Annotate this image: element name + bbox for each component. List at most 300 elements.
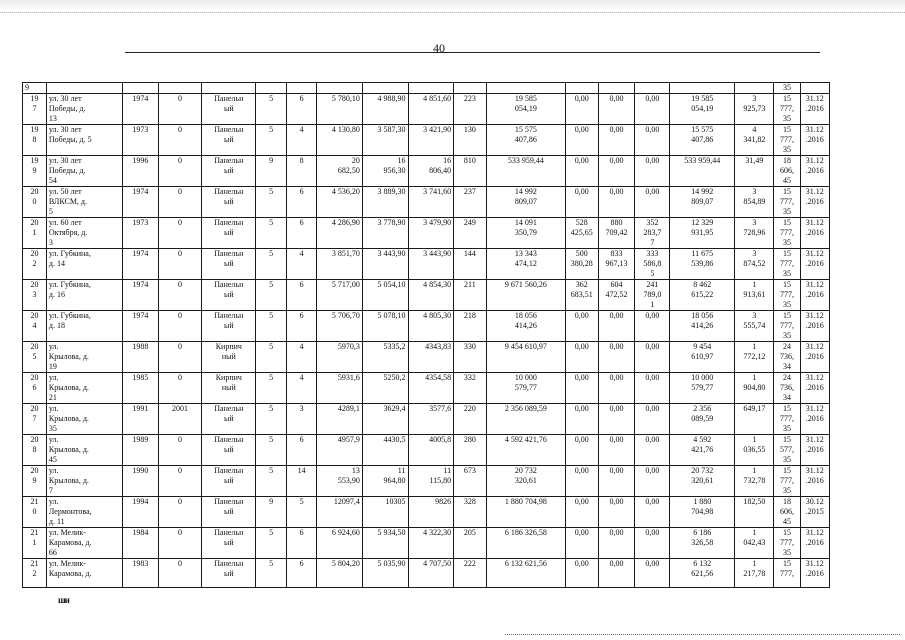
cell-f2: 0,00 [598, 466, 635, 497]
cell-entrances: 6 [286, 311, 316, 342]
cell-area-total: 5931,6 [317, 373, 363, 404]
cell-area-liv: 4 854,30 [408, 280, 454, 311]
cell-area-res: 5 035,90 [362, 559, 408, 588]
cell-f1: 0,00 [565, 156, 598, 187]
cell-f3: 0,00 [635, 435, 670, 466]
cell-f3: 0,00 [635, 497, 670, 528]
cell-floors: 5 [256, 311, 286, 342]
cell-deadline: 31.12 .2016 [800, 435, 829, 466]
cell-reconstruction: 0 [158, 94, 201, 125]
cell-num: 21 0 [23, 497, 47, 528]
cell-area-total: 4957,9 [317, 435, 363, 466]
table-row [23, 218, 830, 249]
cell-material: Панельн ый [202, 94, 256, 125]
cell-f1: 0,00 [565, 466, 598, 497]
cell-f1: 528 425,65 [565, 218, 598, 249]
cell-area-total: 4289,1 [317, 404, 363, 435]
cell-floors: 5 [256, 218, 286, 249]
cell-limit: 15 777, 35 [774, 528, 800, 559]
cell-f2: 0,00 [598, 342, 635, 373]
cell-deadline: 31.12 .2016 [800, 187, 829, 218]
cell-reconstruction: 0 [158, 218, 201, 249]
cell-own-funds: 15 575 407,86 [670, 125, 735, 156]
cell-reconstruction: 0 [158, 125, 201, 156]
cell-num: 20 5 [23, 342, 47, 373]
cell-f2: 0,00 [598, 156, 635, 187]
cell-area-res: 4 988,90 [362, 94, 408, 125]
cell-num: 21 2 [23, 559, 47, 588]
cell-f3: 0,00 [635, 94, 670, 125]
cell-f2: 0,00 [598, 311, 635, 342]
cell-reconstruction: 0 [158, 249, 201, 280]
cell-own-funds: 20 732 320,61 [670, 466, 735, 497]
cell-reconstruction: 0 [158, 187, 201, 218]
cell-f1: 0,00 [565, 497, 598, 528]
cell-per-m2: 1 904,80 [735, 373, 774, 404]
cell-material: Кирпич ный [202, 373, 256, 404]
footer-mark: ши [58, 595, 69, 605]
cell-year: 1974 [122, 280, 158, 311]
cell-entrances: 6 [286, 187, 316, 218]
cell-area-liv: 4005,8 [408, 435, 454, 466]
cell-f2: 0,00 [598, 404, 635, 435]
cell-entrances: 5 [286, 497, 316, 528]
cell-entrances: 14 [286, 466, 316, 497]
cell-per-m2: 3 925,73 [735, 94, 774, 125]
cell-area-total: 4 286,90 [317, 218, 363, 249]
cell-reconstruction: 0 [158, 373, 201, 404]
cell-address: ул. 50 лет ВЛКСМ, д. 5 [46, 187, 122, 218]
cell-area-total: 6 924,60 [317, 528, 363, 559]
cell-material: Панельн ый [202, 497, 256, 528]
cell-address: ул. Крылова, д. 45 [46, 435, 122, 466]
table-row [23, 342, 830, 373]
cell-entrances: 3 [286, 404, 316, 435]
cell-entrances: 6 [286, 435, 316, 466]
cell-num: 19 8 [23, 125, 47, 156]
cell-limit: 15 777, 35 [774, 249, 800, 280]
cell-deadline: 31.12 .2016 [800, 218, 829, 249]
cell-per-m2: 1 217,78 [735, 559, 774, 588]
cell-floors: 5 [256, 94, 286, 125]
cell-own-funds: 10 000 579,77 [670, 373, 735, 404]
cell-area-liv: 3 479,90 [408, 218, 454, 249]
cell-area-total: 5 706,70 [317, 311, 363, 342]
cell-area-liv: 4354,58 [408, 373, 454, 404]
table-row [23, 156, 830, 187]
cell-reconstruction: 2001 [158, 404, 201, 435]
cell-year: 1985 [122, 373, 158, 404]
table-row [23, 94, 830, 125]
cell-reconstruction: 0 [158, 156, 201, 187]
cell-num: 19 9 [23, 156, 47, 187]
cell-per-m2: 1 913,61 [735, 280, 774, 311]
cell-f1: 0,00 [565, 94, 598, 125]
cell-residents: 330 [454, 342, 487, 373]
table-row [23, 249, 830, 280]
cell-year: 1990 [122, 466, 158, 497]
cell-address: ул. Крылова, д. 19 [46, 342, 122, 373]
cell-per-m2: 3 874,52 [735, 249, 774, 280]
cell-f3: 352 283,7 7 [635, 218, 670, 249]
cell-cost-total: 2 356 089,59 [486, 404, 565, 435]
page-number: 40 [433, 41, 445, 55]
cell-entrances: 6 [286, 94, 316, 125]
cell-residents: 249 [454, 218, 487, 249]
cell-own-funds: 6 132 621,56 [670, 559, 735, 588]
cell-reconstruction: 0 [158, 342, 201, 373]
cell-area-total: 5 780,10 [317, 94, 363, 125]
cell-limit: 15 577, 35 [774, 435, 800, 466]
cell-per-m2: 3 555,74 [735, 311, 774, 342]
cell-material: Кирпич ный [202, 342, 256, 373]
cell-material: Панельн ый [202, 249, 256, 280]
cell-f1: 500 380,28 [565, 249, 598, 280]
cell-material: Панельн ый [202, 156, 256, 187]
cell-area-res: 5 054,10 [362, 280, 408, 311]
table-row [23, 404, 830, 435]
cell-area-res: 4430,5 [362, 435, 408, 466]
cell-residents: 130 [454, 125, 487, 156]
cell-per-m2: 3 854,89 [735, 187, 774, 218]
cell-limit: 15 777, 35 [774, 218, 800, 249]
cell-own-funds: 4 592 421,76 [670, 435, 735, 466]
cell-f1: 0,00 [565, 528, 598, 559]
cell-per-m2: 3 728,96 [735, 218, 774, 249]
cell-deadline: 31.12 .2016 [800, 559, 829, 588]
cell-residents: 673 [454, 466, 487, 497]
cell-area-res: 3 889,30 [362, 187, 408, 218]
cell-num: 20 6 [23, 373, 47, 404]
cell-floors: 5 [256, 435, 286, 466]
cell-limit: 15 777, 35 [774, 187, 800, 218]
cell-area-res: 3 587,30 [362, 125, 408, 156]
cell-cost-total: 9 671 560,26 [486, 280, 565, 311]
cell-f3: 0,00 [635, 311, 670, 342]
cell-limit: 15 777, 35 [774, 280, 800, 311]
cell-address: ул. 30 лет Победы, д. 5 [46, 125, 122, 156]
cell-num: 20 7 [23, 404, 47, 435]
cell-num: 19 7 [23, 94, 47, 125]
cell-per-m2: 4 341,82 [735, 125, 774, 156]
cell-address: ул. Лермонтова, д. 11 [46, 497, 122, 528]
cell-own-funds: 14 992 809,07 [670, 187, 735, 218]
cell-num: 20 4 [23, 311, 47, 342]
cell-year: 1991 [122, 404, 158, 435]
cell-per-m2: 182,50 [735, 497, 774, 528]
cell-material: Панельн ый [202, 528, 256, 559]
table-row [23, 435, 830, 466]
cell-area-total: 4 130,80 [317, 125, 363, 156]
cell-year: 1996 [122, 156, 158, 187]
cell-material: Панельн ый [202, 559, 256, 588]
cell-deadline: 31.12 .2016 [800, 528, 829, 559]
cell-area-total: 12097,4 [317, 497, 363, 528]
cell-f2: 0,00 [598, 528, 635, 559]
cell-limit: 15 777, 35 [774, 94, 800, 125]
cell-own-funds: 9 454 610,97 [670, 342, 735, 373]
cell-reconstruction: 0 [158, 497, 201, 528]
cell-f3: 333 586,8 5 [635, 249, 670, 280]
cell-entrances: 6 [286, 218, 316, 249]
table-row [23, 280, 830, 311]
cell-own-funds: 8 462 615,22 [670, 280, 735, 311]
cell-residents: 223 [454, 94, 487, 125]
cell-f3: 0,00 [635, 187, 670, 218]
cell-cost-total: 6 132 621,56 [486, 559, 565, 588]
cell-area-total: 20 682,50 [317, 156, 363, 187]
cell-area-liv: 4 707,50 [408, 559, 454, 588]
cell-area-res: 5335,2 [362, 342, 408, 373]
cell-limit: 24 736, 34 [774, 373, 800, 404]
cell-residents: 810 [454, 156, 487, 187]
cell-year: 1988 [122, 342, 158, 373]
cell-cost-total: 19 585 054,19 [486, 94, 565, 125]
cell-f3: 0,00 [635, 559, 670, 588]
cell-deadline: 31.12 .2016 [800, 280, 829, 311]
cell-material: Панельн ый [202, 466, 256, 497]
table-row [23, 187, 830, 218]
cell-floors: 9 [256, 156, 286, 187]
cell-area-res: 3 443,90 [362, 249, 408, 280]
cell-cost-total: 533 959,44 [486, 156, 565, 187]
cell-entrances: 6 [286, 559, 316, 588]
cell-year: 1973 [122, 218, 158, 249]
cell-residents: 144 [454, 249, 487, 280]
cell-residents: 237 [454, 187, 487, 218]
cell-floors: 5 [256, 125, 286, 156]
cell-address: ул. Мелик- Карамова, д. 66 [46, 528, 122, 559]
cell-entrances: 4 [286, 373, 316, 404]
cell-entrances: 6 [286, 280, 316, 311]
cell-area-liv: 4 851,60 [408, 94, 454, 125]
cell-residents: 220 [454, 404, 487, 435]
cell-floors: 5 [256, 404, 286, 435]
cell-floors: 9 [256, 497, 286, 528]
cell-floors: 5 [256, 342, 286, 373]
cell-f3: 0,00 [635, 404, 670, 435]
cell-f1: 0,00 [565, 311, 598, 342]
cell-area-res: 16 956,30 [362, 156, 408, 187]
cell-address: ул. Губкина, д. 14 [46, 249, 122, 280]
cell-f1: 0,00 [565, 342, 598, 373]
cell-f3: 0,00 [635, 373, 670, 404]
cell-year: 1974 [122, 187, 158, 218]
cell-year: 1994 [122, 497, 158, 528]
cell-entrances: 4 [286, 249, 316, 280]
table-continuation-row [23, 83, 830, 94]
cell-per-m2: 1 042,43 [735, 528, 774, 559]
cell-deadline: 31.12 .2016 [800, 125, 829, 156]
cell-cost-total: 1 880 704,98 [486, 497, 565, 528]
cell-floors: 5 [256, 466, 286, 497]
cell-reconstruction: 0 [158, 466, 201, 497]
cell-material: Панельн ый [202, 187, 256, 218]
cell-f3: 0,00 [635, 125, 670, 156]
cell-deadline: 31.12 .2016 [800, 342, 829, 373]
cell-f3: 241 789,0 1 [635, 280, 670, 311]
cell-address: ул. Губкина, д. 18 [46, 311, 122, 342]
cell-address: ул. Мелик- Карамова, д. [46, 559, 122, 588]
cell-cost-total: 18 056 414,26 [486, 311, 565, 342]
cell-residents: 222 [454, 559, 487, 588]
cell-f1: 0,00 [565, 559, 598, 588]
cell-per-m2: 1 036,55 [735, 435, 774, 466]
cell-material: Панельн ый [202, 311, 256, 342]
cell-cost-total: 14 091 350,79 [486, 218, 565, 249]
cell-area-liv: 9826 [408, 497, 454, 528]
cell-limit: 15 777, 35 [774, 466, 800, 497]
cell-own-funds: 12 329 931,95 [670, 218, 735, 249]
cell-own-funds: 1 880 704,98 [670, 497, 735, 528]
cell-own-funds: 19 585 054,19 [670, 94, 735, 125]
cell-area-liv: 11 115,80 [408, 466, 454, 497]
cell-own-funds: 18 056 414,26 [670, 311, 735, 342]
cell-area-res: 3629,4 [362, 404, 408, 435]
cell-f2: 0,00 [598, 497, 635, 528]
cell-f2: 0,00 [598, 187, 635, 218]
cell-f2: 0,00 [598, 435, 635, 466]
cell-area-res: 5 934,50 [362, 528, 408, 559]
cell-area-liv: 3 443,90 [408, 249, 454, 280]
cell-reconstruction: 0 [158, 280, 201, 311]
cell-floors: 5 [256, 280, 286, 311]
cell-num: 20 8 [23, 435, 47, 466]
cell-f1: 0,00 [565, 125, 598, 156]
cell-f2: 0,00 [598, 559, 635, 588]
cell-limit: 18 606, 45 [774, 156, 800, 187]
cell-limit: 15 777, 35 [774, 404, 800, 435]
cell-year: 1983 [122, 559, 158, 588]
cell-f2: 833 967,13 [598, 249, 635, 280]
cell-limit: 15 777, [774, 559, 800, 588]
cell-entrances: 4 [286, 342, 316, 373]
cell-address: ул. 30 лет Победы, д. 54 [46, 156, 122, 187]
cell-floors: 5 [256, 559, 286, 588]
cell-area-total: 13 553,90 [317, 466, 363, 497]
cell-area-total: 3 851,70 [317, 249, 363, 280]
cell-cost-total: 20 732 320,61 [486, 466, 565, 497]
cell-material: Панельн ый [202, 435, 256, 466]
cell-per-m2: 1 732,78 [735, 466, 774, 497]
cell-f2: 0,00 [598, 125, 635, 156]
cell-area-total: 5 804,20 [317, 559, 363, 588]
cell-deadline: 31.12 .2016 [800, 466, 829, 497]
cell-f1: 0,00 [565, 435, 598, 466]
cell-entrances: 8 [286, 156, 316, 187]
cell-own-funds: 6 186 326,58 [670, 528, 735, 559]
cell-cost-total: 15 575 407,86 [486, 125, 565, 156]
cell-residents: 205 [454, 528, 487, 559]
cell-num: 20 3 [23, 280, 47, 311]
scan-top-edge [0, 0, 905, 13]
cell-f1: 0,00 [565, 187, 598, 218]
table-row [23, 125, 830, 156]
cell-year: 1974 [122, 94, 158, 125]
table-row [23, 497, 830, 528]
cell-area-liv: 3 741,60 [408, 187, 454, 218]
cell-material: Панельн ый [202, 125, 256, 156]
cell-area-liv: 3 421,90 [408, 125, 454, 156]
cell-cost-total: 9 454 610,97 [486, 342, 565, 373]
table-row [23, 373, 830, 404]
cell-address: ул. Губкина, д. 16 [46, 280, 122, 311]
cell-f1: 0,00 [565, 373, 598, 404]
cell-material: Панельн ый [202, 280, 256, 311]
cell-deadline: 31.12 .2016 [800, 156, 829, 187]
cell-floors: 5 [256, 187, 286, 218]
cell-f3: 0,00 [635, 528, 670, 559]
cell-area-res: 10305 [362, 497, 408, 528]
cell-num: 20 0 [23, 187, 47, 218]
cell-area-res: 5 078,10 [362, 311, 408, 342]
cell-entrances: 6 [286, 528, 316, 559]
table-row [23, 559, 830, 588]
cell-f3: 0,00 [635, 466, 670, 497]
cell-num: 9 [23, 83, 47, 94]
cell-area-res: 11 964,80 [362, 466, 408, 497]
cell-f2: 0,00 [598, 94, 635, 125]
cell-limit: 35 [774, 83, 800, 94]
cell-area-liv: 4343,83 [408, 342, 454, 373]
cell-deadline: 31.12 .2016 [800, 94, 829, 125]
cell-reconstruction: 0 [158, 311, 201, 342]
cell-f3: 0,00 [635, 342, 670, 373]
cell-floors: 5 [256, 373, 286, 404]
cell-area-res: 5250,2 [362, 373, 408, 404]
cell-deadline: 30.12 .2015 [800, 497, 829, 528]
cell-area-liv: 4 322,30 [408, 528, 454, 559]
cell-cost-total: 13 343 474,12 [486, 249, 565, 280]
cell-year: 1973 [122, 125, 158, 156]
cell-floors: 5 [256, 249, 286, 280]
table-row [23, 528, 830, 559]
cell-area-total: 5970,3 [317, 342, 363, 373]
cell-residents: 332 [454, 373, 487, 404]
cell-f3: 0,00 [635, 156, 670, 187]
cell-limit: 15 777, 35 [774, 311, 800, 342]
cell-address: ул. Крылова, д. 35 [46, 404, 122, 435]
cell-f1: 0,00 [565, 404, 598, 435]
cell-limit: 24 736, 34 [774, 342, 800, 373]
footer-rule [505, 634, 900, 635]
cell-deadline: 31.12 .2016 [800, 404, 829, 435]
cell-deadline: 31.12 .2016 [800, 373, 829, 404]
cell-year: 1984 [122, 528, 158, 559]
cell-address: ул. Крылова, д. 21 [46, 373, 122, 404]
housing-register-table [22, 82, 830, 588]
cell-reconstruction: 0 [158, 559, 201, 588]
cell-address: ул. 30 лет Победы, д. 13 [46, 94, 122, 125]
cell-f1: 362 683,51 [565, 280, 598, 311]
cell-floors: 5 [256, 528, 286, 559]
cell-area-total: 5 717,00 [317, 280, 363, 311]
cell-limit: 15 777, 35 [774, 125, 800, 156]
cell-per-m2: 1 772,12 [735, 342, 774, 373]
cell-own-funds: 11 675 539,86 [670, 249, 735, 280]
table-row [23, 311, 830, 342]
cell-f2: 604 472,52 [598, 280, 635, 311]
cell-cost-total: 14 992 809,07 [486, 187, 565, 218]
cell-reconstruction: 0 [158, 528, 201, 559]
cell-reconstruction: 0 [158, 435, 201, 466]
cell-residents: 211 [454, 280, 487, 311]
cell-material: Панельн ый [202, 404, 256, 435]
cell-address: ул. Крылова, д. 7 [46, 466, 122, 497]
cell-num: 20 2 [23, 249, 47, 280]
cell-own-funds: 533 959,44 [670, 156, 735, 187]
cell-area-total: 4 536,20 [317, 187, 363, 218]
